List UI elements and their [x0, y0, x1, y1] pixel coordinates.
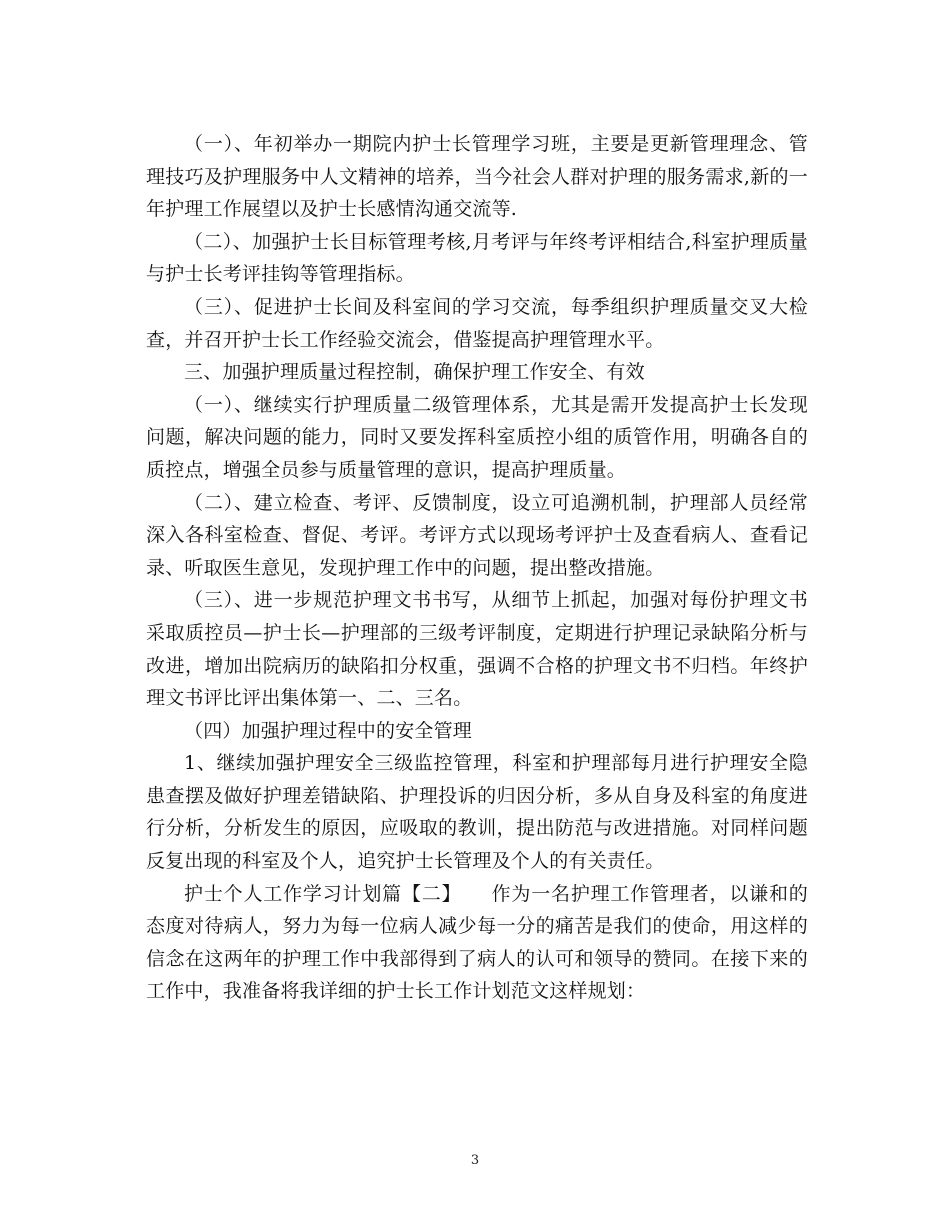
page-number: 3 [470, 1153, 480, 1168]
paragraph-target-management: （二）、加强护士长目标管理考核,月考评与年终考评相结合,科室护理质量与护士长考评挂钩等管理指标。 [146, 230, 808, 286]
paragraph-nursing-documents: （三）、进一步规范护理文书书写，从细节上抓起，加强对每份护理文书采取质控员—护士长—护理部的三级考评制度，定期进行护理记录缺陷分析与改进，增加出院病历的缺陷扣分权重，强调不合格的护理文书不归档。年终护理文书评比评出集体第一、二、三名。 [146, 589, 808, 710]
document-body [146, 128, 808, 1008]
section-heading-safety-management: （四）加强护理过程中的安全管理 [184, 719, 473, 742]
paragraph-exchange-learning: （三）、促进护士长间及科室间的学习交流，每季组织护理质量交叉大检查，并召开护士长工作经验交流会，借鉴提高护理管理水平。 [146, 295, 808, 351]
paragraph-training-class: （一）、年初举办一期院内护士长管理学习班，主要是更新管理理念、管理技巧及护理服务中人文精神的培养，当今社会人群对护理的服务需求,新的一年护理工作展望以及护士长感情沟通交流等. [146, 133, 808, 221]
paragraph-plan-part-two: 护士个人工作学习计划篇【二】 作为一名护理工作管理者，以谦和的态度对待病人，努力为每一位病人减少每一分的痛苦是我们的使命，用这样的信念在这两年的护理工作中我部得到了病人的认可和领导的赞同。在接下来的工作中，我准备将我详细的护士长工作计划范文这样规划： [146, 882, 808, 1003]
paragraph-two-level-management: （一）、继续实行护理质量二级管理体系，尤其是需开发提高护士长发现问题，解决问题的能力，同时又要发挥科室质控小组的质管作用，明确各自的质控点，增强全员参与质量管理的意识，提高护理质量。 [146, 393, 808, 481]
paragraph-inspection-system: （二）、建立检查、考评、反馈制度，设立可追溯机制，护理部人员经常深入各科室检查、督促、考评。考评方式以现场考评护士及查看病人、查看记录、听取医生意见，发现护理工作中的问题，提出整改措施。 [146, 491, 808, 579]
section-heading-quality-control: 三、加强护理质量过程控制，确保护理工作安全、有效 [184, 361, 645, 384]
paragraph-safety-monitoring: 1、继续加强护理安全三级监控管理，科室和护理部每月进行护理安全隐患查摆及做好护理差错缺陷、护理投诉的归因分析，多从自身及科室的角度进行分析，分析发生的原因，应吸取的教训，提出防范与改进措施。对同样问题反复出现的科室及个人，追究护士长管理及个人的有关责任。 [146, 752, 808, 873]
